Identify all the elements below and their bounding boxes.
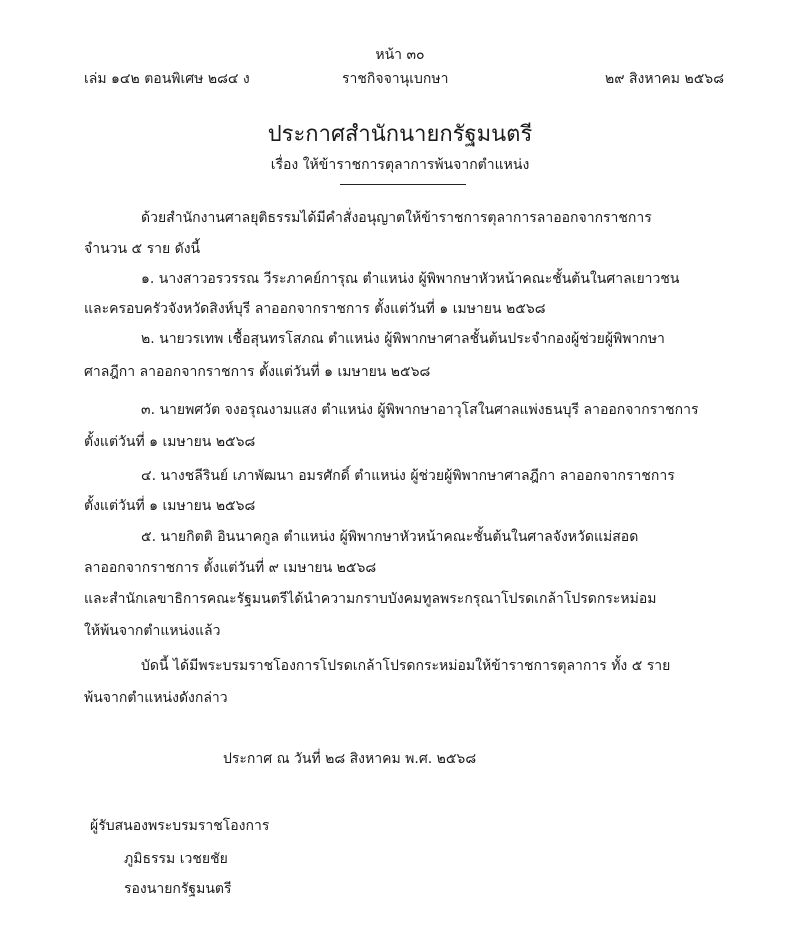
- item-1-line-2: และครอบครัวจังหวัดสิงห์บุรี ลาออกจากราชการ ตั้งแต่วันที่ ๑ เมษายน ๒๕๖๘: [84, 301, 546, 317]
- document-subject: เรื่อง ให้ข้าราชการตุลาการพ้นจากตำแหน่ง: [270, 157, 530, 173]
- item-1-line-1: ๑. นางสาวอรวรรณ วีระภาคย์การุณ ตำแหน่ง ผู้พิพากษาหัวหน้าคณะชั้นต้นในศาลเยาวชน: [141, 271, 680, 287]
- royal-line-1: บัดนี้ ได้มีพระบรมราชโองการโปรดเกล้าโปรดกระหม่อมให้ข้าราชการตุลาการ ทั้ง ๕ ราย: [141, 658, 671, 674]
- item-4-line-2: ตั้งแต่วันที่ ๑ เมษายน ๒๕๖๘: [84, 498, 256, 514]
- intro-line-1: ด้วยสำนักงานศาลยุติธรรมได้มีคำสั่งอนุญาตให้ข้าราชการตุลาการลาออกจากราชการ: [141, 210, 652, 226]
- title-divider: [340, 184, 466, 185]
- publication-name: ราชกิจจานุเบกษา: [342, 71, 449, 87]
- page-number: หน้า ๓๐: [375, 47, 425, 63]
- item-4-line-1: ๔. นางชลีรินย์ เภาพัฒนา อมรศักดิ์ ตำแหน่ง ผู้ช่วยผู้พิพากษาศาลฎีกา ลาออกจากราชการ: [141, 468, 675, 484]
- item-3-line-2: ตั้งแต่วันที่ ๑ เมษายน ๒๕๖๘: [84, 434, 256, 450]
- item-2-line-2: ศาลฎีกา ลาออกจากราชการ ตั้งแต่วันที่ ๑ เมษายน ๒๕๖๘: [84, 364, 431, 380]
- intro-line-2: จำนวน ๕ ราย ดังนี้: [84, 241, 201, 257]
- item-5-line-1: ๕. นายกิตติ อินนาคกูล ตำแหน่ง ผู้พิพากษาหัวหน้าคณะชั้นต้นในศาลจังหวัดแม่สอด: [141, 529, 639, 545]
- cabinet-line-2: ให้พ้นจากตำแหน่งแล้ว: [84, 623, 221, 639]
- publication-date: ๒๙ สิงหาคม ๒๕๖๘: [605, 71, 724, 87]
- item-3-line-1: ๓. นายพศวัต จงอรุณงามแสง ตำแหน่ง ผู้พิพากษาอาวุโสในศาลแพ่งธนบุรี ลาออกจากราชการ: [141, 402, 699, 418]
- item-5-line-2: ลาออกจากราชการ ตั้งแต่วันที่ ๙ เมษายน ๒๕๖๘: [84, 560, 377, 576]
- signatory-name: ภูมิธรรม เวชยชัย: [124, 851, 228, 867]
- signatory-position: รองนายกรัฐมนตรี: [124, 881, 232, 897]
- item-2-line-1: ๒. นายวรเทพ เชื้อสุนทรโสภณ ตำแหน่ง ผู้พิพากษาศาลชั้นต้นประจำกองผู้ช่วยผู้พิพากษา: [141, 331, 665, 347]
- royal-line-2: พ้นจากตำแหน่งดังกล่าว: [84, 690, 228, 706]
- volume-info: เล่ม ๑๔๒ ตอนพิเศษ ๒๘๔ ง: [84, 71, 250, 87]
- cabinet-line-1: และสำนักเลขาธิการคณะรัฐมนตรีได้นำความกราบบังคมทูลพระกรุณาโปรดเกล้าโปรดกระหม่อม: [84, 591, 657, 607]
- signatory-role: ผู้รับสนองพระบรมราชโองการ: [90, 818, 270, 834]
- announcement-date: ประกาศ ณ วันที่ ๒๘ สิงหาคม พ.ศ. ๒๕๖๘: [223, 751, 477, 767]
- document-title: ประกาศสำนักนายกรัฐมนตรี: [267, 122, 533, 147]
